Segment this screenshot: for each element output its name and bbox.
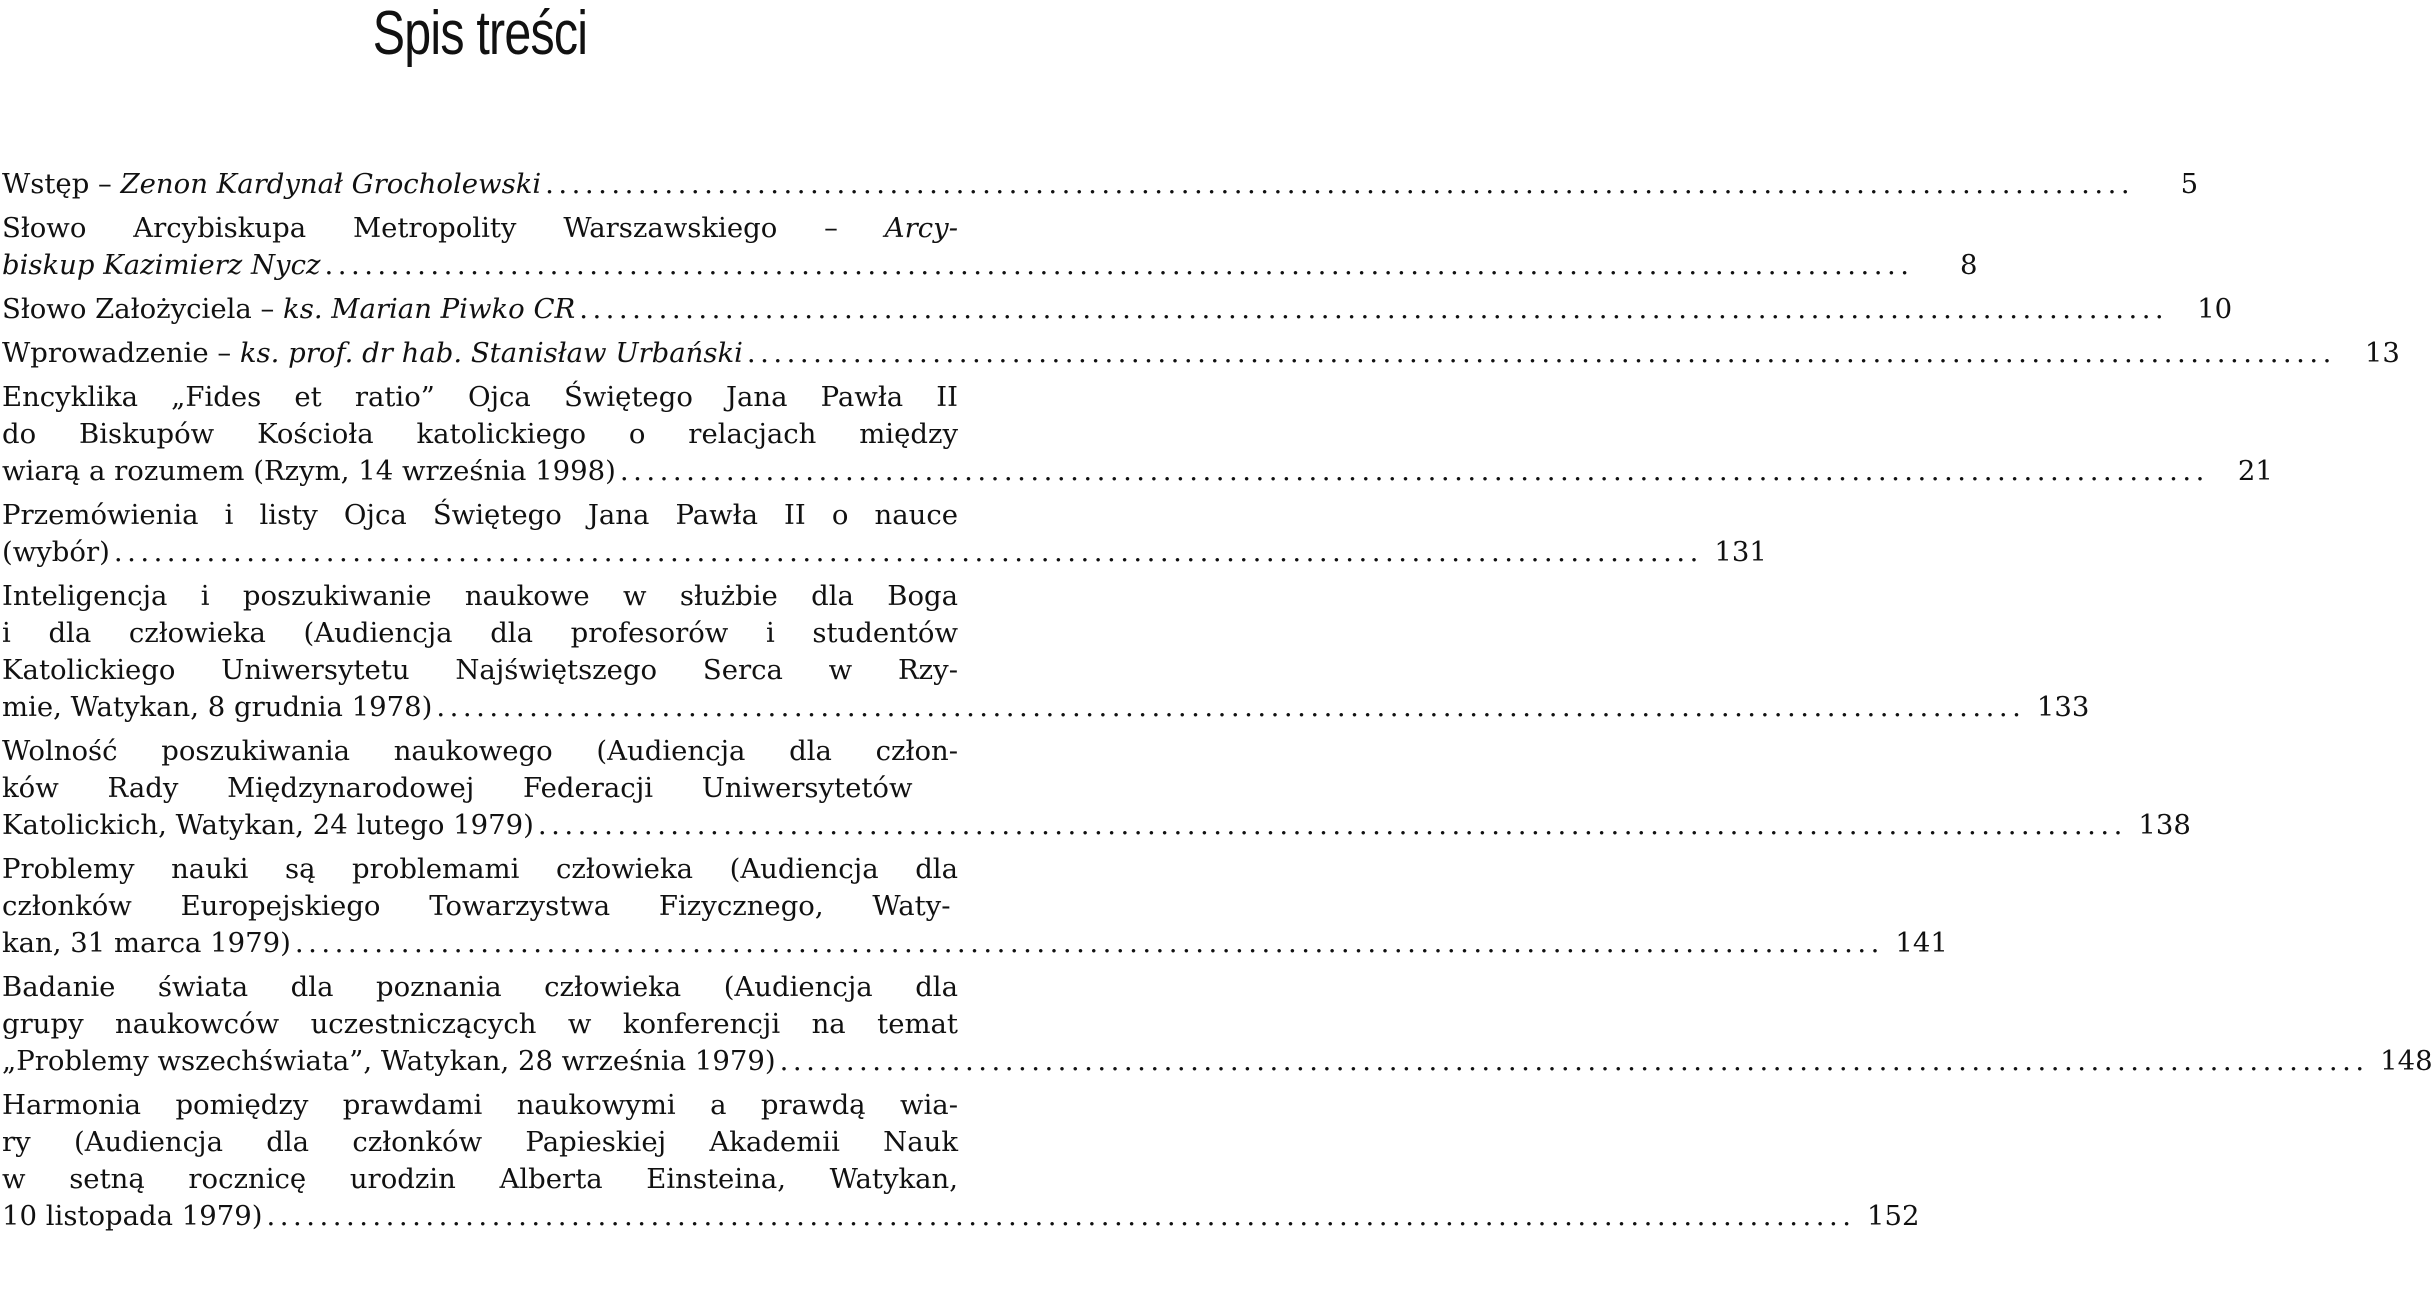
- entry-line: [2, 1124, 958, 1161]
- entry-line: [2, 1161, 958, 1198]
- toc-entry[interactable]: [2, 497, 1767, 571]
- entry-text: do Biskupów Kościoła katolickiego o relacjach między: [2, 418, 958, 450]
- entry-title: [2, 1043, 776, 1080]
- toc-entry[interactable]: [2, 335, 2400, 372]
- dot-leader: ........................................................................................................................: [436, 691, 2026, 723]
- entry-title: [2, 453, 616, 490]
- entry-text: (wybór): [2, 536, 110, 568]
- entry-line: [2, 497, 958, 534]
- entry-text: Encyklika „Fides et ratio” Ojca Świętego Jana Pawła II: [2, 381, 958, 413]
- entry-last-line: [2, 689, 2090, 726]
- entry-text: ry (Audiencja dla członków Papieskiej Akademii Nauk: [2, 1126, 958, 1158]
- entry-last-line: [2, 335, 2400, 372]
- page-number: 8: [1959, 249, 1978, 281]
- entry-last-line: [2, 1198, 1920, 1235]
- entry-text: Przemówienia i listy Ojca Świętego Jana Pawła II o nauce: [2, 499, 958, 531]
- entry-title: [2, 807, 534, 844]
- dot-leader: ........................................................................................................................: [746, 337, 2336, 369]
- entry-text: w setną rocznicę urodzin Alberta Einsteina, Watykan,: [2, 1163, 958, 1195]
- page-number: 141: [1895, 927, 1948, 959]
- toc-entry[interactable]: [2, 969, 2433, 1080]
- entry-text: kan, 31 marca 1979): [2, 927, 291, 959]
- toc-entry[interactable]: [2, 291, 2233, 328]
- toc-entry[interactable]: [2, 851, 1948, 962]
- entry-text: członków Europejskiego Towarzystwa Fizycznego, Waty-: [2, 890, 951, 922]
- entry-text: Wolność poszukiwania naukowego (Audiencja dla człon-: [2, 735, 958, 767]
- entry-title: [2, 925, 291, 962]
- page-number: 10: [2197, 293, 2233, 325]
- entry-last-line: [2, 1043, 2433, 1080]
- toc-entry[interactable]: [2, 166, 2199, 203]
- entry-line: [2, 652, 958, 689]
- toc-entry[interactable]: [2, 210, 1978, 284]
- entry-line: [2, 1006, 958, 1043]
- entry-text: Harmonia pomiędzy prawdami naukowymi a prawdą wia-: [2, 1089, 958, 1121]
- entry-line: [2, 888, 958, 925]
- entry-last-line: [2, 247, 1978, 284]
- entry-line: [2, 379, 958, 416]
- page-number: 5: [2180, 168, 2199, 200]
- entry-last-line: [2, 534, 1767, 571]
- entry-line: [2, 210, 958, 247]
- entry-text: Wstęp –: [2, 168, 121, 200]
- page-number: 138: [2138, 809, 2191, 841]
- toc-entry[interactable]: [2, 1087, 1920, 1235]
- author-text: Arcy-: [884, 212, 958, 244]
- page-number: 21: [2237, 455, 2273, 487]
- dot-leader: ........................................................................................................................: [113, 536, 1703, 568]
- entry-line: [2, 733, 958, 770]
- dot-leader: ........................................................................................................................: [779, 1045, 2369, 1077]
- entry-line: [2, 578, 958, 615]
- entry-last-line: [2, 925, 1948, 962]
- entry-text: Inteligencja i poszukiwanie naukowe w służbie dla Boga: [2, 580, 958, 612]
- entry-text: grupy naukowców uczestniczących w konferencji na temat: [2, 1008, 958, 1040]
- entry-last-line: [2, 807, 2191, 844]
- entry-text: ków Rady Międzynarodowej Federacji Uniwersytetów: [2, 772, 913, 804]
- entry-last-line: [2, 166, 2199, 203]
- dot-leader: ........................................................................................................................: [579, 293, 2169, 325]
- entry-last-line: [2, 291, 2233, 328]
- entry-title: [2, 247, 320, 284]
- entry-text: i dla człowieka (Audiencja dla profesorów i studentów: [2, 617, 958, 649]
- entry-line: [2, 416, 958, 453]
- entry-text: Słowo Założyciela –: [2, 293, 284, 325]
- entry-line: [2, 770, 958, 807]
- page-number: 152: [1866, 1200, 1920, 1232]
- author-text: ks. prof. dr hab. Stanisław Urbański: [239, 337, 743, 369]
- entry-text: mie, Watykan, 8 grudnia 1978): [2, 691, 433, 723]
- entry-text: Słowo Arcybiskupa Metropolity Warszawskiego –: [2, 212, 885, 244]
- entry-text: Katolickich, Watykan, 24 lutego 1979): [2, 809, 534, 841]
- dot-leader: ........................................................................................................................: [537, 809, 2127, 841]
- dot-leader: ........................................................................................................................: [324, 249, 1914, 281]
- table-of-contents: [2, 166, 2433, 1242]
- entry-title: [2, 166, 541, 203]
- entry-title: [2, 534, 110, 571]
- entry-text: Wprowadzenie –: [2, 337, 240, 369]
- page-number: 13: [2364, 337, 2400, 369]
- entry-text: wiarą a rozumem (Rzym, 14 września 1998): [2, 455, 616, 487]
- page-number: 133: [2036, 691, 2090, 723]
- entry-text: Katolickiego Uniwersytetu Najświętszego Serca w Rzy-: [2, 654, 958, 686]
- entry-text: „Problemy wszechświata”, Watykan, 28 września 1979): [2, 1045, 776, 1077]
- dot-leader: ........................................................................................................................: [619, 455, 2209, 487]
- entry-text: Problemy nauki są problemami człowieka (Audiencja dla: [2, 853, 958, 885]
- author-text: ks. Marian Piwko CR: [283, 293, 576, 325]
- toc-entry[interactable]: [2, 578, 2090, 726]
- dot-leader: ........................................................................................................................: [294, 927, 1884, 959]
- entry-title: [2, 291, 575, 328]
- dot-leader: ........................................................................................................................: [545, 168, 2135, 200]
- page-number: 148: [2380, 1045, 2433, 1077]
- page-title: Spis treści: [372, 0, 588, 68]
- entry-title: [2, 1198, 263, 1235]
- author-text: biskup Kazimierz Nycz: [2, 249, 321, 281]
- entry-line: [2, 1087, 958, 1124]
- author-text: Zenon Kardynał Grocholewski: [120, 168, 542, 200]
- entry-last-line: [2, 453, 2273, 490]
- entry-title: [2, 335, 743, 372]
- entry-line: [2, 969, 958, 1006]
- toc-entry[interactable]: [2, 379, 2273, 490]
- entry-line: [2, 615, 958, 652]
- entry-title: [2, 689, 432, 726]
- dot-leader: ........................................................................................................................: [266, 1200, 1856, 1232]
- entry-line: [2, 851, 958, 888]
- toc-entry[interactable]: [2, 733, 2191, 844]
- page-number: 131: [1714, 536, 1767, 568]
- entry-text: Badanie świata dla poznania człowieka (Audiencja dla: [2, 971, 958, 1003]
- entry-text: 10 listopada 1979): [2, 1200, 263, 1232]
